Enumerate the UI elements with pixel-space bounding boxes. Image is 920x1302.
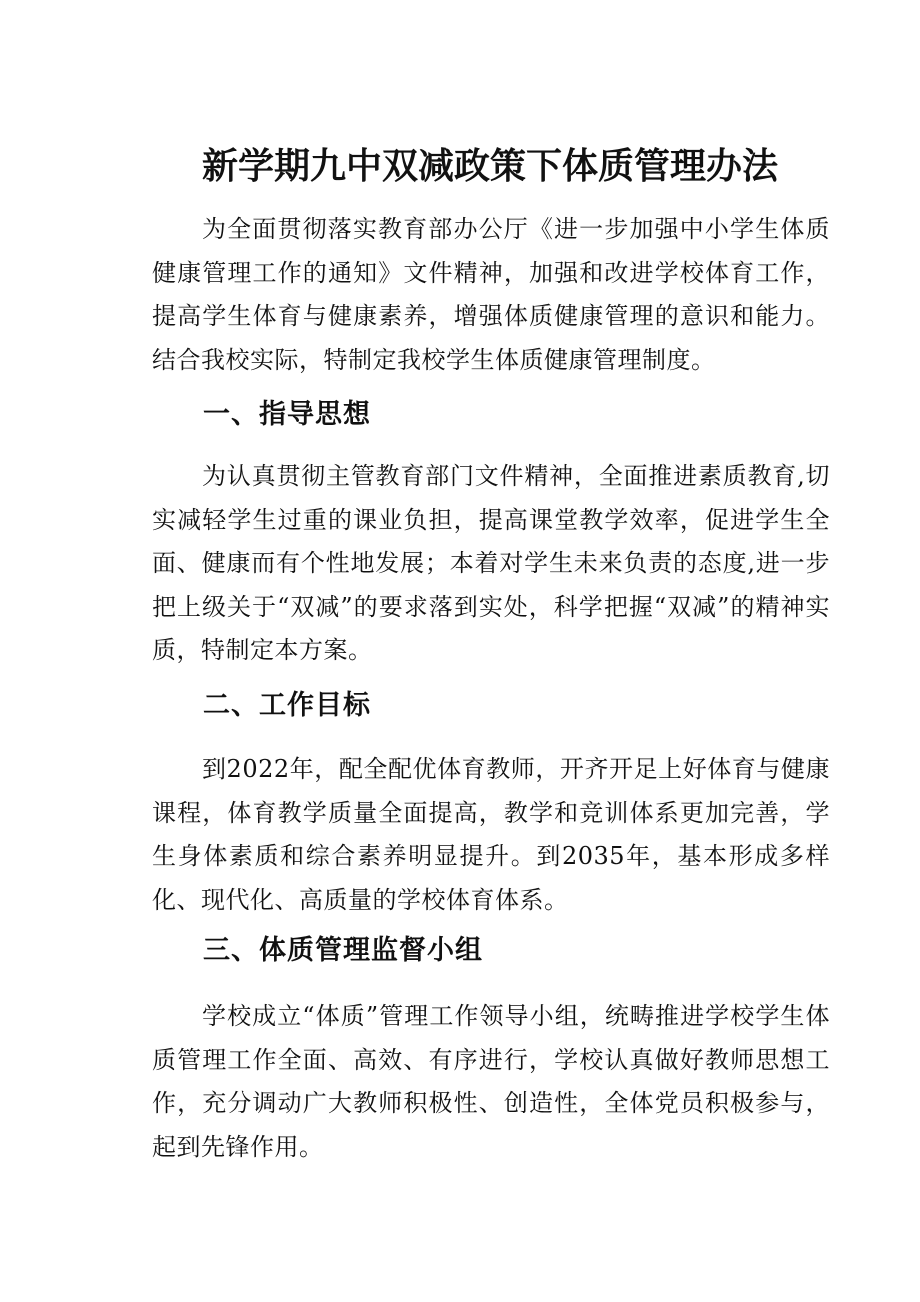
- section-heading-work-goals: 二、工作目标: [203, 690, 371, 721]
- intro-paragraph: 为全面贯彻落实教育部办公厅《进一步加强中小学生体质健康管理工作的通知》文件精神，加强和改进学校体育工作，提高学生体育与健康素养，增强体质健康管理的意识和能力。结合我校实际，特制定我校学生体质健康管理制度。: [152, 215, 830, 374]
- section-heading-supervision-group: 三、体质管理监督小组: [203, 935, 483, 966]
- section-heading-guiding-ideology: 一、指导思想: [203, 399, 371, 430]
- document-title: 新学期九中双减政策下体质管理办法: [201, 146, 778, 187]
- section-body-work-goals: 到2022年，配全配优体育教师，开齐开足上好体育与健康课程，体育教学质量全面提高，教学和竞训体系更加完善，学生身体素质和综合素养明显提升。到2035年，基本形成多样化、现代化、高质量的学校体育体系。: [152, 755, 830, 914]
- section-body-supervision-group: 学校成立“体质”管理工作领导小组，统畴推进学校学生体质管理工作全面、高效、有序进行，学校认真做好教师思想工作，充分调动广大教师积极性、创造性，全体党员积极参与，起到先锋作用。: [152, 1002, 830, 1161]
- section-body-guiding-ideology: 为认真贯彻主管教育部门文件精神，全面推进素质教育,切实减轻学生过重的课业负担，提高课堂教学效率，促进学生全面、健康而有个性地发展；本着对学生未来负责的态度,进一步把上级关于“双减”的要求落到实处，科学把握“双减”的精神实质，特制定本方案。: [152, 462, 830, 664]
